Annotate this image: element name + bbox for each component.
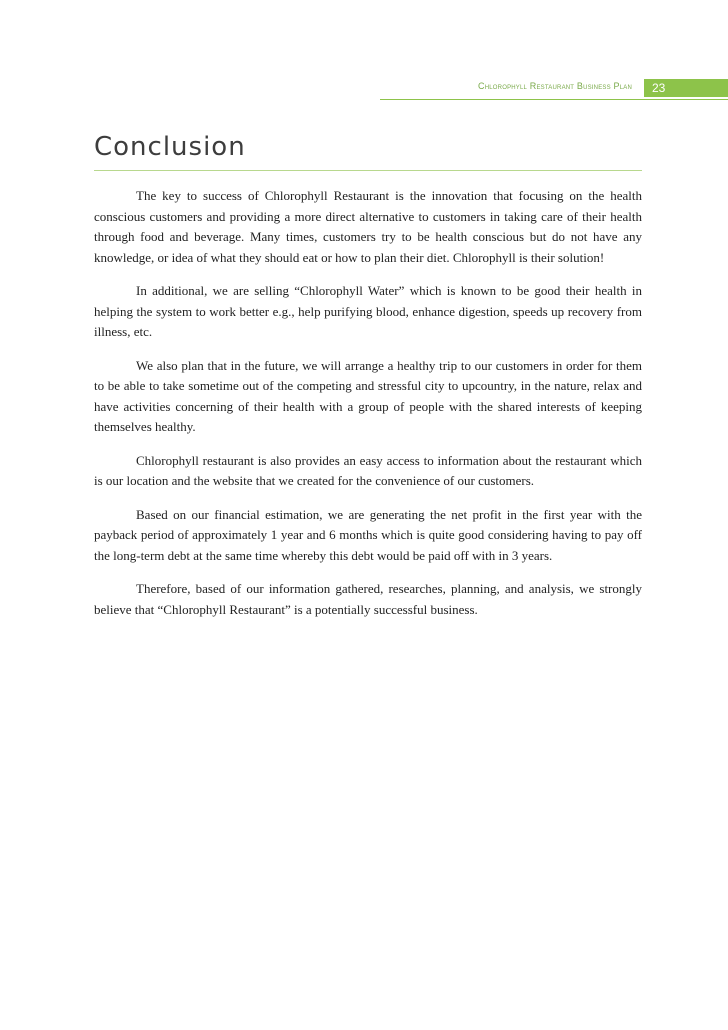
paragraph: Based on our financial estimation, we are generating the net profit in the first year with the payback period of approximately 1 year and 6 months which is quite good considering having to pay off the long-term debt at the same time whereby this debt would be paid off with in 3 years. bbox=[94, 506, 642, 563]
heading-underline bbox=[94, 170, 642, 171]
paragraph: In additional, we are selling “Chlorophyll Water” which is known to be good their health in helping the system to work better e.g., help purifying blood, enhance digestion, speeds up recovery from illness, etc. bbox=[94, 283, 642, 339]
header-title: Chlorophyll Restaurant Business Plan bbox=[478, 81, 632, 91]
paragraph: Therefore, based of our information gathered, researches, planning, and analysis, we strongly believe that “Chlorophyll Restaurant” is a potentially successful business. bbox=[94, 581, 642, 617]
section-heading: Conclusion bbox=[94, 132, 246, 162]
paragraph: Chlorophyll restaurant is also provides an easy access to information about the restaurant which is our location and the website that we created for the convenience of our customers. bbox=[94, 452, 642, 488]
paragraph: We also plan that in the future, we will arrange a healthy trip to our customers in order for them to be able to take sometime out of the competing and stressful city to upcountry, in the nature, relax and have activities concerning of their health with a group of people with the shared interests of keeping themselves healthy. bbox=[94, 357, 642, 434]
running-header bbox=[380, 79, 728, 99]
header-divider bbox=[380, 99, 728, 100]
body-text bbox=[94, 186, 642, 633]
page-number-badge: 23 bbox=[644, 79, 728, 97]
paragraph: The key to success of Chlorophyll Restaurant is the innovation that focusing on the health conscious customers and providing a more direct alternative to customers in taking care of their health through food and beverage. Many times, customers try to be health conscious but do not have any knowledge, or idea of what they should eat or how to plan their diet. Chlorophyll is their solution! bbox=[94, 188, 642, 265]
